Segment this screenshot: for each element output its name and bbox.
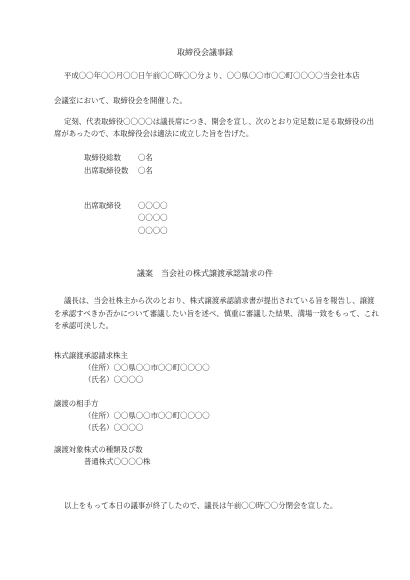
attending-director-name: 〇〇〇〇 <box>138 213 168 222</box>
resolution-paragraph-line-2: を承認すべきか否かについて審議したい旨を述べ、慎重に審議した結果、満場一致をもって、これ <box>54 309 379 318</box>
transferee-name: （氏名）〇〇〇〇 <box>84 423 144 432</box>
resolution-paragraph-line-1: 議長は、当会社株主から次のとおり、株式譲渡承認請求書が提出されている旨を報告し、譲渡 <box>64 296 375 305</box>
quorum-paragraph-line-2: 席があったので、本取締役会は適法に成立した旨を告げた。 <box>54 129 254 138</box>
directors-present-value: 〇名 <box>138 166 153 175</box>
opening-paragraph-line-2: 会議室において、取締役会を開催した。 <box>54 96 187 105</box>
directors-total-label: 取締役総数 <box>84 153 121 162</box>
transferee-heading: 譲渡の相手方 <box>54 399 99 408</box>
attending-directors-label: 出席取締役 <box>84 201 121 210</box>
directors-total-value: 〇名 <box>138 153 153 162</box>
shareholder-name: （氏名）〇〇〇〇 <box>84 375 144 384</box>
quorum-paragraph-line-1: 定刻、代表取締役〇〇〇〇は議長席につき、開会を宣し、次のとおり定足数に足る取締役の出 <box>64 117 374 126</box>
attending-director-name: 〇〇〇〇 <box>138 226 168 235</box>
stock-value: 普通株式〇〇〇〇株 <box>84 457 151 466</box>
closing-statement: 以上をもって本日の議事が終了したので、議長は午前〇〇時〇〇分閉会を宣した。 <box>64 501 338 510</box>
attending-director-name: 〇〇〇〇 <box>138 201 168 210</box>
transferee-address: （住所）〇〇県〇〇市〇〇町〇〇〇〇 <box>84 411 210 420</box>
shareholder-address: （住所）〇〇県〇〇市〇〇町〇〇〇〇 <box>84 363 210 372</box>
directors-present-label: 出席取締役数 <box>84 166 129 175</box>
document-title: 取締役会議事録 <box>177 48 233 57</box>
opening-paragraph-line-1: 平成〇〇年〇〇月〇〇日午前〇〇時〇〇分より、〇〇県〇〇市〇〇町〇〇〇〇当会社本店 <box>64 71 360 80</box>
agenda-heading: 議案 当会社の株式譲渡承認請求の件 <box>137 269 273 278</box>
stock-heading: 譲渡対象株式の種類及び数 <box>54 445 143 454</box>
resolution-paragraph-line-3: を承認可決した。 <box>54 321 114 330</box>
shareholder-heading: 株式譲渡承認請求株主 <box>54 351 128 360</box>
